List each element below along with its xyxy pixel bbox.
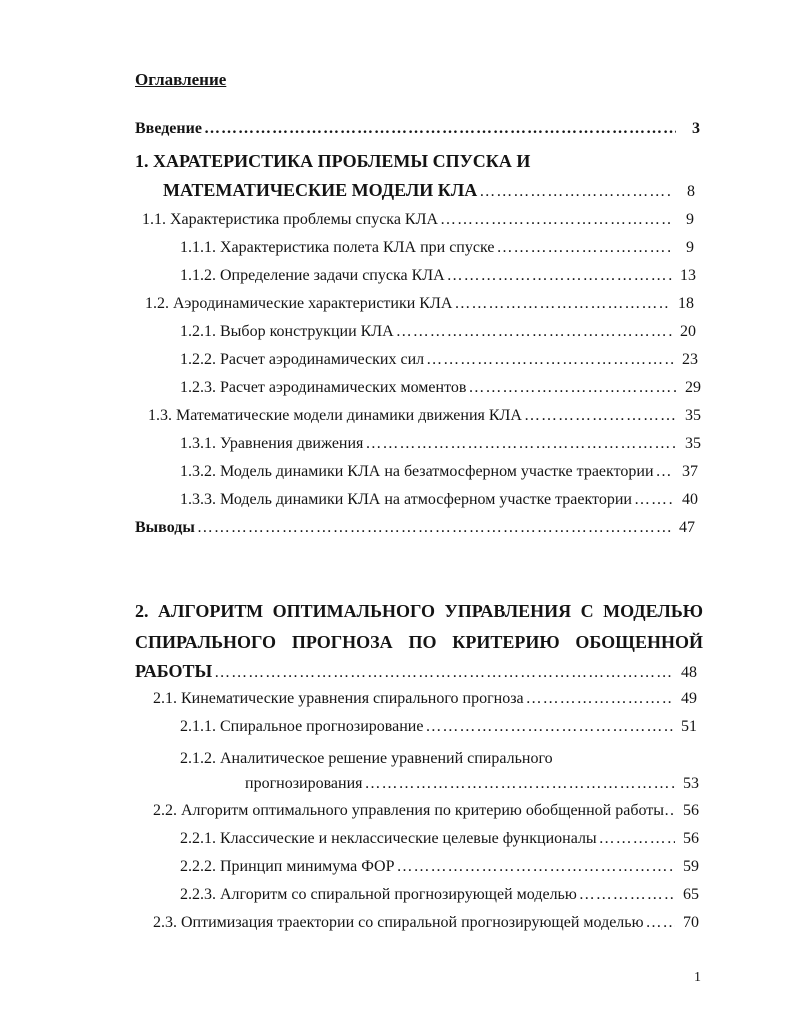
- toc-entry-2-2-3[interactable]: [180, 886, 699, 912]
- toc-entry-1-3-2[interactable]: [180, 463, 698, 489]
- entry-page: 18: [678, 295, 694, 312]
- leader-dots: [365, 435, 677, 453]
- title-word: 2.: [135, 601, 149, 621]
- entry-label: 1.1. Характеристика проблемы спуска КЛА: [142, 211, 439, 228]
- toc-entry-1-2[interactable]: [145, 295, 694, 321]
- toc-entry-1-2-1[interactable]: [180, 323, 696, 349]
- toc-entry-intro[interactable]: [135, 120, 700, 146]
- leader-dots: [454, 295, 670, 313]
- entry-label: 2.2.3. Алгоритм со спиральной прогнозирующей моделью: [180, 886, 577, 903]
- leader-dots: [397, 858, 676, 876]
- toc-entry-2-1[interactable]: [153, 690, 697, 716]
- entry-label: 1.2.1. Выбор конструкции КЛА: [180, 323, 394, 340]
- entry-label: Выводы: [135, 519, 195, 536]
- entry-label: 1.3.2. Модель динамики КЛА на безатмосферном участке траектории: [180, 463, 654, 480]
- leader-dots: [646, 914, 675, 932]
- leader-dots: [204, 120, 676, 138]
- entry-label: 1.1.2. Определение задачи спуска КЛА: [180, 267, 445, 284]
- entry-page: 20: [680, 323, 696, 340]
- entry-page: 48: [681, 664, 697, 681]
- toc-entry-conclusions[interactable]: [135, 519, 695, 545]
- leader-dots: [214, 664, 673, 682]
- toc-entry-1-2-2[interactable]: [180, 351, 698, 377]
- leader-dots: [197, 519, 671, 537]
- leader-dots: [365, 775, 676, 793]
- toc-entry-1-2-3[interactable]: [180, 379, 701, 405]
- leader-dots: [468, 379, 677, 397]
- toc-entry-2-2-2[interactable]: [180, 858, 699, 884]
- entry-label: 1.3.3. Модель динамики КЛА на атмосферном участке траектории: [180, 491, 632, 508]
- leader-dots: [479, 183, 671, 201]
- entry-page: 35: [685, 435, 701, 452]
- title-word: С: [580, 601, 594, 621]
- entry-page: 9: [686, 211, 694, 228]
- leader-dots: [447, 267, 672, 285]
- leader-dots: [425, 718, 673, 736]
- entry-page: 37: [682, 463, 698, 480]
- entry-page: 23: [682, 351, 698, 368]
- leader-dots: [496, 239, 670, 257]
- chapter-1-title-line1[interactable]: 1. ХАРАТЕРИСТИКА ПРОБЛЕМЫ СПУСКА И: [135, 151, 531, 171]
- entry-page: 70: [683, 914, 699, 931]
- leader-dots: [426, 351, 674, 369]
- entry-page: 51: [681, 718, 697, 735]
- toc-entry-1-3-1[interactable]: [180, 435, 701, 461]
- entry-page: 13: [680, 267, 696, 284]
- toc-entry-2-3[interactable]: [153, 914, 699, 940]
- leader-dots: [656, 463, 675, 481]
- toc-entry-chapter-1[interactable]: [163, 180, 695, 206]
- entry-page: 8: [687, 183, 695, 200]
- title-word: ПРОГНОЗА: [291, 632, 393, 652]
- entry-page: 47: [679, 519, 695, 536]
- toc-entry-2-2[interactable]: [153, 802, 699, 828]
- entry-page: 53: [683, 775, 699, 792]
- entry-label: 2.1. Кинематические уравнения спирального прогноза: [153, 690, 524, 707]
- entry-page: 59: [683, 858, 699, 875]
- toc-title: Оглавление: [135, 70, 227, 89]
- leader-dots: [634, 491, 674, 509]
- title-word: ОБОЩЕННОЙ: [575, 632, 703, 652]
- toc-entry-2-2-1[interactable]: [180, 830, 699, 856]
- title-word: ПО: [408, 632, 437, 652]
- entry-page: 29: [685, 379, 701, 396]
- title-word: КРИТЕРИЮ: [452, 632, 560, 652]
- entry-label: прогнозирования: [245, 775, 363, 792]
- leader-dots: [579, 886, 675, 904]
- entry-label: 2.2.1. Классические и неклассические целевые функционалы: [180, 830, 597, 847]
- title-word: УПРАВЛЕНИЯ: [444, 601, 572, 621]
- entry-label: РАБОТЫ: [135, 661, 213, 681]
- chapter-2-title-line2[interactable]: [135, 632, 703, 653]
- entry-label: 1.2.2. Расчет аэродинамических сил: [180, 351, 425, 368]
- toc-entry-2-1-2-line1[interactable]: 2.1.2. Аналитическое решение уравнений спирального: [180, 750, 553, 767]
- entry-page: 65: [683, 886, 699, 903]
- title-word: МОДЕЛЬЮ: [603, 601, 703, 621]
- leader-dots: [524, 407, 677, 425]
- chapter-2-title-line1[interactable]: [135, 601, 703, 622]
- entry-label: 2.2. Алгоритм оптимального управления по критерию обобщенной работы: [153, 802, 665, 819]
- entry-page: 56: [683, 830, 699, 847]
- entry-label: 1.2. Аэродинамические характеристики КЛА: [145, 295, 453, 312]
- entry-label: 1.1.1. Характеристика полета КЛА при спуске: [180, 239, 495, 256]
- entry-label: 2.2.2. Принцип минимума ФОР: [180, 858, 395, 875]
- leader-dots: [664, 802, 676, 820]
- entry-page: 3: [692, 120, 700, 137]
- entry-label: 2.1.1. Спиральное прогнозирование: [180, 718, 424, 735]
- entry-label: Введение: [135, 120, 202, 137]
- toc-entry-1-1-2[interactable]: [180, 267, 696, 293]
- entry-label: 1.3.1. Уравнения движения: [180, 435, 364, 452]
- entry-label: 1.2.3. Расчет аэродинамических моментов: [180, 379, 467, 396]
- leader-dots: [396, 323, 672, 341]
- entry-page: 56: [683, 802, 699, 819]
- leader-dots: [599, 830, 675, 848]
- toc-entry-1-1-1[interactable]: [180, 239, 694, 265]
- toc-entry-1-3-3[interactable]: [180, 491, 698, 517]
- entry-label: МАТЕМАТИЧЕСКИЕ МОДЕЛИ КЛА: [163, 180, 478, 200]
- page-number: 1: [694, 970, 701, 985]
- entry-page: 35: [685, 407, 701, 424]
- entry-page: 40: [682, 491, 698, 508]
- toc-entry-1-3[interactable]: [148, 407, 701, 433]
- toc-entry-2-1-2[interactable]: [245, 775, 699, 801]
- toc-entry-chapter-2[interactable]: [135, 661, 697, 687]
- leader-dots: [526, 690, 673, 708]
- entry-label: 1.3. Математические модели динамики движения КЛА: [148, 407, 522, 424]
- toc-entry-1-1[interactable]: [142, 211, 694, 237]
- title-word: АЛГОРИТМ: [158, 601, 264, 621]
- toc-entry-2-1-1[interactable]: [180, 718, 697, 744]
- leader-dots: [440, 211, 670, 229]
- title-word: ОПТИМАЛЬНОГО: [272, 601, 435, 621]
- entry-label: 2.3. Оптимизация траектории со спиральной прогнозирующей моделью: [153, 914, 644, 931]
- entry-page: 9: [686, 239, 694, 256]
- title-word: СПИРАЛЬНОГО: [135, 632, 277, 652]
- entry-page: 49: [681, 690, 697, 707]
